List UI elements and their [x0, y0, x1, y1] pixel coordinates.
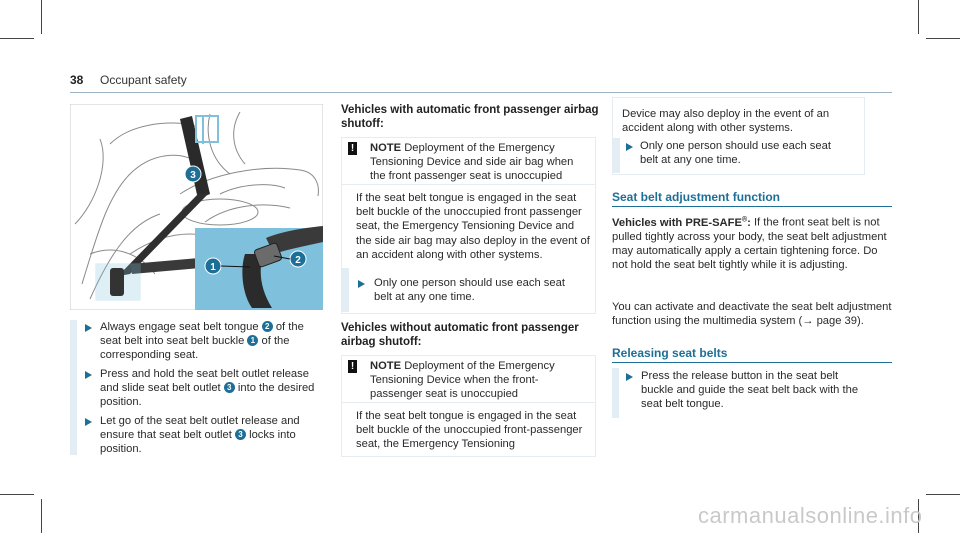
note-text: NOTE Deployment of the Emergency Tensioning Device when the front-passenger seat is unoccupied	[370, 360, 555, 401]
section-title-releasing: Releasing seat belts	[612, 346, 728, 360]
note-box-2	[341, 355, 596, 457]
page-title: Occupant safety	[100, 73, 187, 87]
svg-text:1: 1	[210, 262, 216, 273]
callout-badge: 3	[224, 382, 235, 393]
crop-mark	[41, 0, 42, 34]
note-continued-text: Device may also deploy in the event of an accident along with other systems.	[622, 108, 830, 135]
section-rule	[612, 362, 892, 363]
step-3: Let go of the seat belt outlet release and ensure that seat belt outlet 3 locks into position.	[100, 415, 300, 456]
note-header	[342, 356, 595, 403]
seat-belt-illustration	[70, 104, 323, 310]
crop-mark	[0, 38, 34, 39]
note-label: NOTE	[370, 360, 402, 372]
note-body: If the seat belt tongue is engaged in the seat belt buckle of the unoccupied front passenger seat, the Emergency Tensioning Device and the side air bag may also deploy in the event of an accident along with other systems.	[356, 192, 590, 261]
step-bar	[342, 268, 349, 312]
section-title-adjustment: Seat belt adjustment function	[612, 190, 781, 204]
release-step: Press the release button in the seat belt buckle and guide the seat belt back with the seat belt tongue.	[641, 370, 859, 411]
section-rule	[612, 206, 892, 207]
heading-without-airbag-shutoff: Vehicles without automatic front passenger airbag shutoff:	[341, 322, 579, 348]
step-arrow-icon	[85, 418, 92, 426]
warning-icon: !	[348, 360, 357, 373]
note-body: If the seat belt tongue is engaged in the seat belt buckle of the unoccupied front-passenger seat, the Emergency Tensioning	[356, 410, 583, 451]
step-arrow-icon	[85, 371, 92, 379]
step-2: Press and hold the seat belt outlet release and slide seat belt outlet 3 into the desired position.	[100, 368, 315, 409]
crop-mark	[0, 494, 34, 495]
warning-icon: !	[348, 142, 357, 155]
note-label: NOTE	[370, 142, 402, 154]
header-rule	[70, 92, 892, 93]
callout-badge: 2	[262, 321, 273, 332]
heading-with-airbag-shutoff: Vehicles with automatic front passenger airbag shutoff:	[341, 104, 599, 130]
note-text: NOTE Deployment of the Emergency Tensioning Device and side air bag when the front passenger seat is unoccupied	[370, 142, 574, 183]
step-arrow-icon	[358, 280, 365, 288]
pre-safe-label: Vehicles with PRE-SAFE®:	[612, 216, 751, 229]
note-box-1	[341, 137, 596, 314]
page-number: 38	[70, 73, 84, 87]
note-step: Only one person should use each seat belt at any one time.	[640, 140, 831, 167]
step-bar	[70, 320, 77, 455]
crop-mark	[41, 499, 42, 533]
multimedia-paragraph: You can activate and deactivate the seat belt adjustment function using the multimedia system (→ page 39).	[612, 301, 892, 328]
step-arrow-icon	[85, 324, 92, 332]
pre-safe-paragraph: Vehicles with PRE-SAFE®: If the front seat belt is not pulled tightly across your body, the seat belt adjustment may automatically apply a certain tightening force. Do not hold the seat belt tightly while it is adjusting.	[612, 216, 887, 272]
note-step: Only one person should use each seat belt at any one time.	[374, 277, 565, 304]
step-arrow-icon	[626, 373, 633, 381]
note-header	[342, 138, 595, 185]
crop-mark	[926, 38, 960, 39]
step-bar	[613, 138, 620, 173]
step-arrow-icon	[626, 143, 633, 151]
step-bar	[612, 368, 619, 418]
callout-badge: 3	[235, 429, 246, 440]
svg-text:3: 3	[190, 170, 196, 181]
svg-text:2: 2	[295, 255, 301, 266]
seat-belt-drawing	[70, 104, 323, 310]
step-1: Always engage seat belt tongue 2 of the seat belt into seat belt buckle 1 of the corresponding seat.	[100, 321, 304, 362]
note-box-continued	[612, 97, 865, 175]
watermark: carmanualsonline.info	[698, 503, 923, 528]
crop-mark	[918, 0, 919, 34]
crop-mark	[926, 494, 960, 495]
callout-badge: 1	[247, 335, 258, 346]
